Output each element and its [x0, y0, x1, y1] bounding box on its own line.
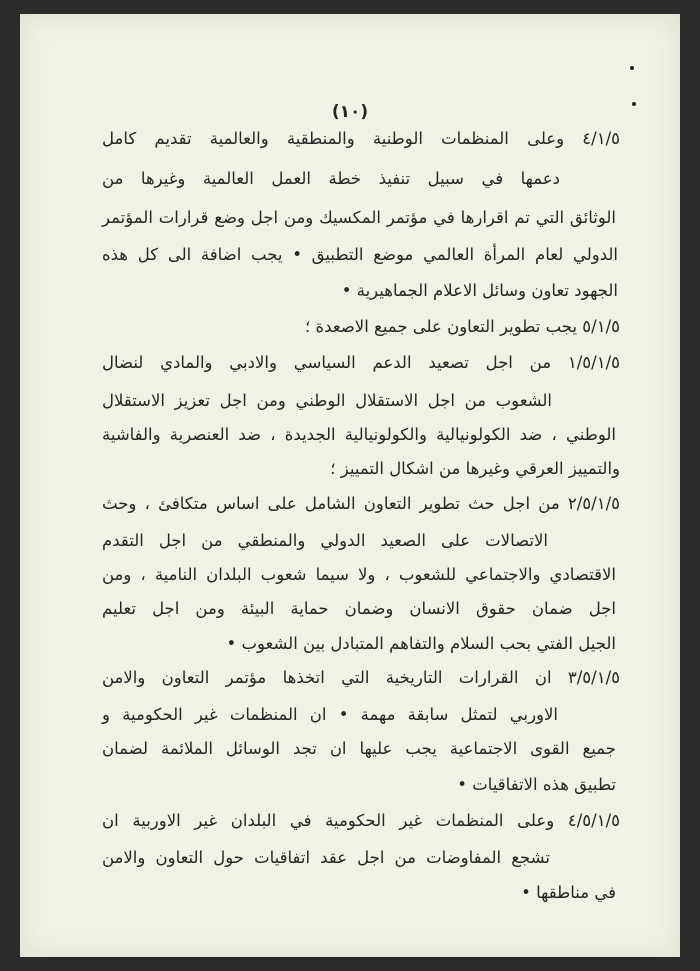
text-line: الاقتصادي والاجتماعي للشعوب ، ولا سيما شعوب البلدان النامية ، ومن [102, 565, 616, 584]
text-line: ٢/٥/١/٥ من اجل حث تطوير التعاون الشامل على اساس متكافئ ، وحث [102, 494, 620, 513]
page-number: (١٠) [331, 102, 369, 122]
text-line: الجيل الفتي بحب السلام والتفاهم المتبادل بين الشعوب • [226, 634, 616, 653]
text-line: ٥/١/٥ يجب تطوير التعاون على جميع الاصعدة ؛ [305, 317, 620, 336]
text-line: الشعوب من اجل الاستقلال الوطني ومن اجل تعزيز الاستقلال [102, 391, 552, 410]
text-line: الدولي لعام المرأة العالمي موضع التطبيق • يجب اضافة الى كل هذه [102, 245, 618, 264]
text-line: الوطني ، ضد الكولونيالية والكولونيالية الجديدة ، ضد العنصرية والفاشية [102, 425, 616, 444]
text-line: ٤/٥/١/٥ وعلى المنظمات غير الحكومية في البلدان غير الاوربية ان [102, 811, 620, 830]
text-line: تشجع المفاوضات من اجل عقد اتفاقيات حول التعاون والامن [102, 848, 550, 867]
text-line: الوثائق التي تم اقرارها في مؤتمر المكسيك ومن اجل وضع قرارات المؤتمر [102, 208, 616, 227]
text-line: الجهود تعاون وسائل الاعلام الجماهيرية • [341, 281, 618, 300]
document-page [20, 14, 680, 957]
text-line: في مناطقها • [521, 883, 616, 902]
text-line: ٤/١/٥ وعلى المنظمات الوطنية والمنطقية والعالمية تقديم كامل [102, 129, 620, 148]
text-line: دعمها في سبيل تنفيذ خطة العمل العالمية وغيرها من [102, 169, 560, 188]
text-line: ١/٥/١/٥ من اجل تصعيد الدعم السياسي والادبي والمادي لنضال [102, 353, 620, 372]
text-line: الاتصالات على الصعيد الدولي والمنطقي من اجل التقدم [102, 531, 548, 550]
text-line: الاوربي لتمثل سابقة مهمة • ان المنظمات غير الحكومية و [102, 705, 558, 724]
ink-dot [630, 66, 634, 70]
text-line: ٣/٥/١/٥ ان القرارات التاريخية التي اتخذها مؤتمر التعاون والامن [102, 668, 620, 687]
text-line: والتمييز العرقي وغيرها من اشكال التمييز ؛ [330, 459, 620, 478]
text-line: تطبيق هذه الاتفاقيات • [457, 775, 616, 794]
text-line: جميع القوى الاجتماعية يجب عليها ان تجد الوسائل الملائمة لضمان [102, 739, 616, 758]
text-line: اجل ضمان حقوق الانسان وضمان حماية البيئة ومن اجل تعليم [102, 599, 616, 618]
